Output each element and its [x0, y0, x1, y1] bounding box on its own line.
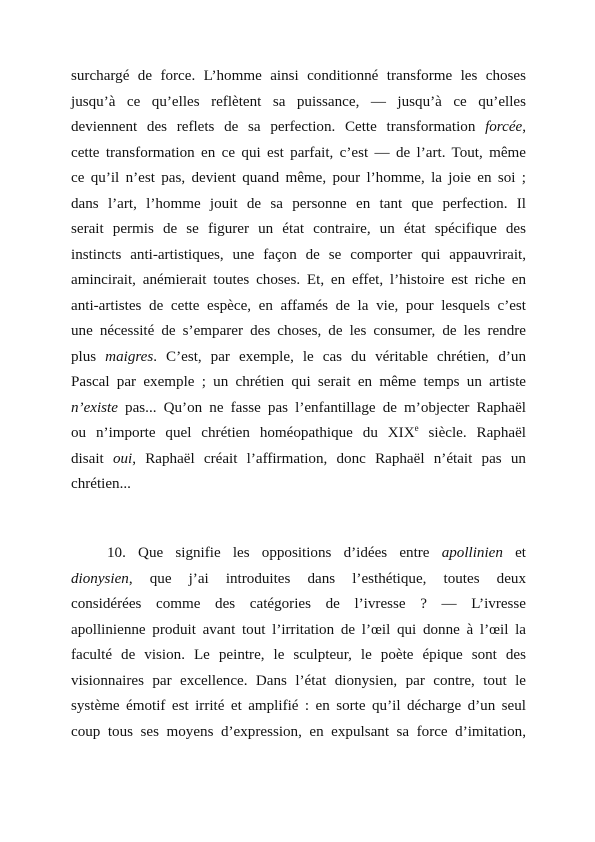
- text-run: plus: [71, 348, 106, 365]
- text-run: serait permis de se figurer un état contraire, un état spécifique des: [71, 221, 526, 237]
- text-line: [71, 569, 526, 589]
- text-run: système émotif est irrité et amplifié : en sorte qu’il décharge d’un seul: [71, 698, 526, 714]
- text-line: [71, 372, 526, 392]
- text-line: [71, 449, 526, 469]
- text-run: dans l’art, l’homme jouit de sa personne en tant que perfection. Il: [71, 195, 526, 212]
- text-run: ou n’importe quel chrétien homéopathique du XIX: [71, 425, 415, 441]
- italic-text: maigres: [105, 348, 154, 365]
- text-run: . C’est, par exemple, le cas du véritable chrétien, d’un: [153, 348, 526, 365]
- italic-text: forcée: [485, 119, 523, 135]
- text-run: faculté de vision. Le peintre, le sculpteur, le poète épique sont des: [71, 647, 526, 663]
- text-line: [71, 671, 526, 691]
- text-line: [71, 645, 526, 665]
- text-line: [71, 92, 526, 112]
- text-line: [71, 219, 526, 239]
- text-run: visionnaires par excellence. Dans l’état dionysien, par contre, tout le: [71, 672, 526, 689]
- text-line: [71, 398, 526, 418]
- text-run: siècle. Raphaël: [418, 425, 526, 441]
- text-line: [71, 594, 526, 614]
- text-run: disait: [71, 450, 113, 467]
- text-line: [71, 423, 526, 443]
- text-line: [71, 543, 526, 563]
- text-run: jusqu’à ce qu’elles reflètent sa puissance, — jusqu’à ce qu’elles: [71, 93, 526, 110]
- text-run: coup tous ses moyens d’expression, en expulsant sa force d’imitation,: [71, 723, 526, 740]
- text-run: une nécessité de s’emparer des choses, de les consumer, de les rendre: [71, 323, 526, 339]
- text-run: et: [502, 545, 526, 561]
- text-run: , Raphaël créait l’affirmation, donc Raphaël n’était pas un: [132, 450, 526, 467]
- italic-text: n’existe: [71, 399, 118, 416]
- text-run: cette transformation en ce qui est parfait, c’est — de l’art. Tout, même: [71, 144, 526, 161]
- text-run: considérées comme des catégories de l’ivresse ? — L’ivresse: [71, 596, 526, 612]
- text-run: ,: [522, 119, 526, 135]
- text-line: [71, 474, 526, 494]
- text-line: [71, 722, 526, 742]
- text-run: , que j’ai introduites dans l’esthétique, toutes deux: [128, 570, 526, 587]
- text-run: apollinienne produit avant tout l’irritation de l’œil qui donne à l’œil la: [71, 621, 526, 638]
- text-line: [71, 696, 526, 716]
- text-run: 10. Que signifie les oppositions d’idées entre: [107, 545, 442, 561]
- text-run: anti-artistes de cette espèce, en affamés de la vie, pour lesquels c’est: [71, 297, 526, 314]
- text-line: [71, 117, 526, 137]
- text-line: [71, 270, 526, 290]
- text-run: ce qu’il n’est pas, devient quand même, pour l’homme, la joie en soi ;: [71, 170, 526, 186]
- italic-text: dionysien: [71, 570, 129, 587]
- text-run: chrétien...: [71, 476, 131, 492]
- text-line: [71, 296, 526, 316]
- text-run: Pascal par exemple ; un chrétien qui serait en même temps un artiste: [71, 374, 526, 390]
- text-line: [71, 194, 526, 214]
- superscript: e: [414, 423, 419, 433]
- text-line: [71, 347, 526, 367]
- text-run: pas... Qu’on ne fasse pas l’enfantillage de m’objecter Raphaël: [117, 399, 526, 416]
- text-line: [71, 66, 526, 86]
- italic-text: oui: [112, 450, 133, 467]
- text-run: amincirait, anémierait toutes choses. Et, en effet, l’histoire est riche en: [71, 272, 526, 288]
- text-run: instincts anti-artistiques, une façon de se comporter qui appauvrirait,: [71, 246, 526, 263]
- text-line: [71, 245, 526, 265]
- text-line: [71, 143, 526, 163]
- italic-text: apollinien: [441, 545, 503, 561]
- text-line: [71, 168, 526, 188]
- text-line: [71, 321, 526, 341]
- text-run: deviennent des reflets de sa perfection. Cette transformation: [71, 119, 486, 135]
- text-run: surchargé de force. L’homme ainsi conditionné transforme les choses: [71, 68, 526, 84]
- text-line: [71, 620, 526, 640]
